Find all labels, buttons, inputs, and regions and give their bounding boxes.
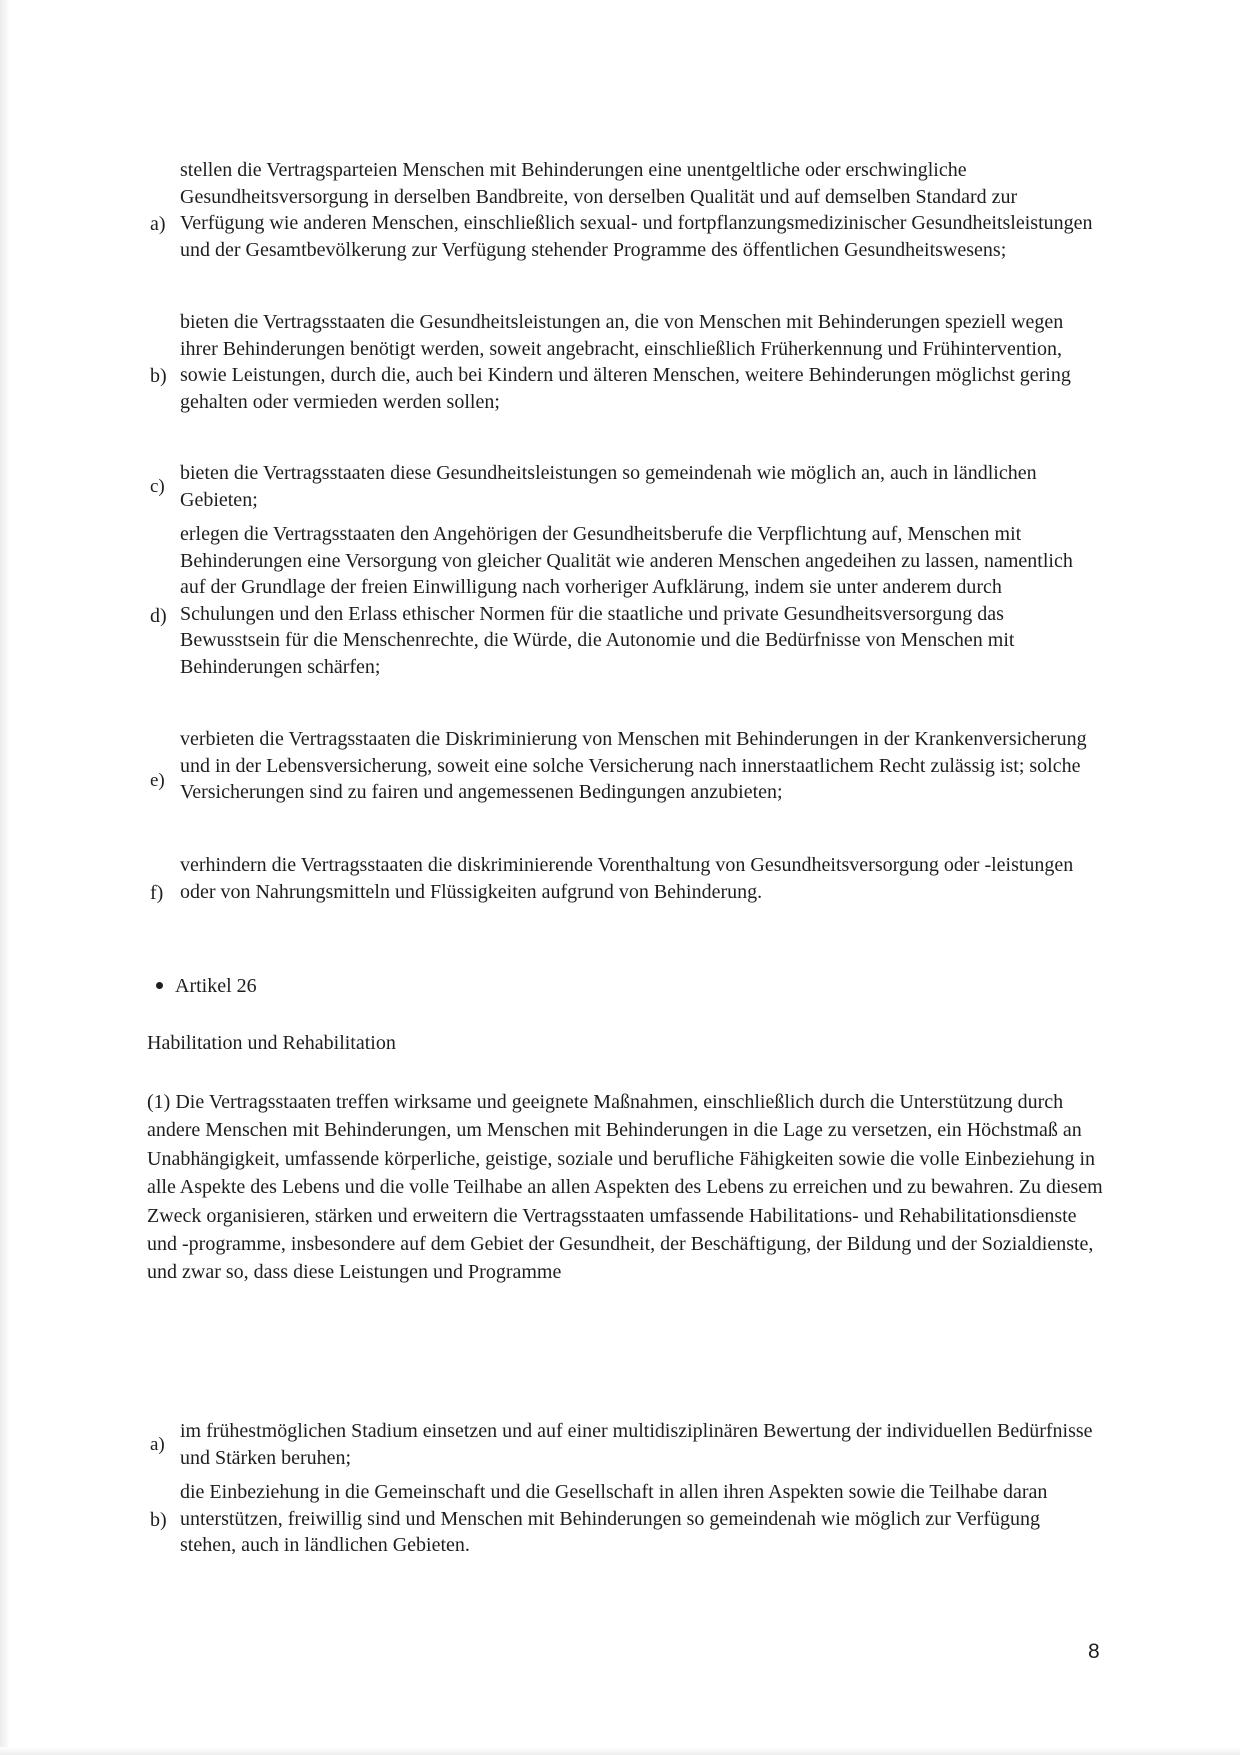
article-title [150, 973, 257, 999]
list-item-b [150, 309, 1100, 415]
article-paragraph: (1) Die Vertragsstaaten treffen wirksame und geeignete Maßnahmen, einschließlich durch die Unterstützung durch andere Menschen mit Behinderungen, um Menschen mit Behinderungen in die Lage zu versetzen, ein Höchstmaß an Unabhängigkeit, umfassende körperliche, geistige, soziale und berufliche Fähigkeiten sowie die volle Einbeziehung in alle Aspekte des Lebens und die volle Teilhabe an allen Aspekten des Lebens zu erreichen und zu bewahren. Zu diesem Zweck organisieren, stärken und erweitern die Vertragsstaaten umfassende Habilitations- und Rehabilitationsdienste und -programme, insbesondere auf dem Gebiet der Gesundheit, der Beschäftigung, der Bildung und der Sozialdienste, und zwar so, dass diese Leistungen und Programme [147, 1091, 1103, 1284]
list-letter: b) [150, 1509, 167, 1531]
scan-left-edge [0, 0, 10, 1755]
list-item-d [150, 521, 1100, 681]
list-item-text: verbieten die Vertragsstaaten die Diskriminierung von Menschen mit Behinderungen in der Krankenversicherung und in der Lebensversicherung, soweit eine solche Versicherung nach innerstaatlichem Recht zulässig ist; solche Versicherungen sind zu fairen und angemessenen Bedingungen anzubieten; [180, 728, 1087, 804]
list-letter: b) [150, 365, 167, 387]
list-letter: a) [150, 213, 166, 235]
list-letter: a) [150, 1434, 165, 1455]
list-letter: e) [150, 770, 165, 791]
list2-item-b [150, 1479, 1100, 1559]
list-item-e [150, 726, 1100, 806]
scan-bottom-edge [0, 1747, 1240, 1755]
list-item-text: die Einbeziehung in die Gemeinschaft und die Gesellschaft in allen ihren Aspekten sowie die Teilhabe daran unterstützen, freiwillig sind und Menschen mit Behinderungen so gemeindenah wie möglich zur Verfügung stehen, auch in ländlichen Gebieten. [180, 1481, 1048, 1557]
list-item-f [150, 852, 1100, 905]
list-letter: d) [150, 605, 167, 627]
list-letter: f) [150, 882, 164, 904]
list-item-c [150, 460, 1100, 513]
list-item-text: erlegen die Vertragsstaaten den Angehörigen der Gesundheitsberufe die Verpflichtung auf, Menschen mit Behinderungen eine Versorgung von gleicher Qualität wie anderen Menschen angedeihen zu lassen, namentlich auf der Grundlage der freien Einwilligung nach vorheriger Aufklärung, indem sie unter anderem durch Schulungen und den Erlass ethischer Normen für die staatliche und private Gesundheitsversorgung das Bewusstsein für die Menschenrechte, die Würde, die Autonomie und die Bedürfnisse von Menschen mit Behinderungen schärfen; [180, 523, 1073, 678]
page-number: 8 [1088, 1640, 1100, 1663]
list-item-text: bieten die Vertragsstaaten diese Gesundheitsleistungen so gemeindenah wie möglich an, auch in ländlichen Gebieten; [180, 462, 1037, 511]
list-item-text: bieten die Vertragsstaaten die Gesundheitsleistungen an, die von Menschen mit Behinderungen speziell wegen ihrer Behinderungen benötigt werden, soweit angebracht, einschließlich Früherkennung und Frühintervention, sowie Leistungen, durch die, auch bei Kindern und älteren Menschen, weitere Behinderungen möglichst gering gehalten oder vermieden werden sollen; [180, 311, 1071, 413]
article-title-text: Artikel 26 [175, 975, 257, 997]
article-heading: Habilitation und Rehabilitation [147, 1032, 396, 1054]
list-item-text: verhindern die Vertragsstaaten die diskriminierende Vorenthaltung von Gesundheitsversorgung oder -leistungen oder von Nahrungsmitteln und Flüssigkeiten aufgrund von Behinderung. [180, 854, 1074, 903]
list2-item-a [150, 1418, 1100, 1471]
list-item-text: im frühestmöglichen Stadium einsetzen und auf einer multidisziplinären Bewertung der individuellen Bedürfnisse und Stärken beruhen; [180, 1420, 1093, 1469]
list-item-a [150, 157, 1100, 263]
list-letter: c) [150, 476, 165, 497]
list-item-text: stellen die Vertragsparteien Menschen mit Behinderungen eine unentgeltliche oder erschwingliche Gesundheitsversorgung in derselben Bandbreite, von derselben Qualität und auf demselben Standard zur Verfügung wie anderen Menschen, einschließlich sexual- und fortpflanzungsmedizinischer Gesundheitsleistungen und der Gesamtbevölkerung zur Verfügung stehender Programme des öffentlichen Gesundheitswesens; [180, 159, 1093, 261]
bullet-icon [156, 982, 163, 989]
